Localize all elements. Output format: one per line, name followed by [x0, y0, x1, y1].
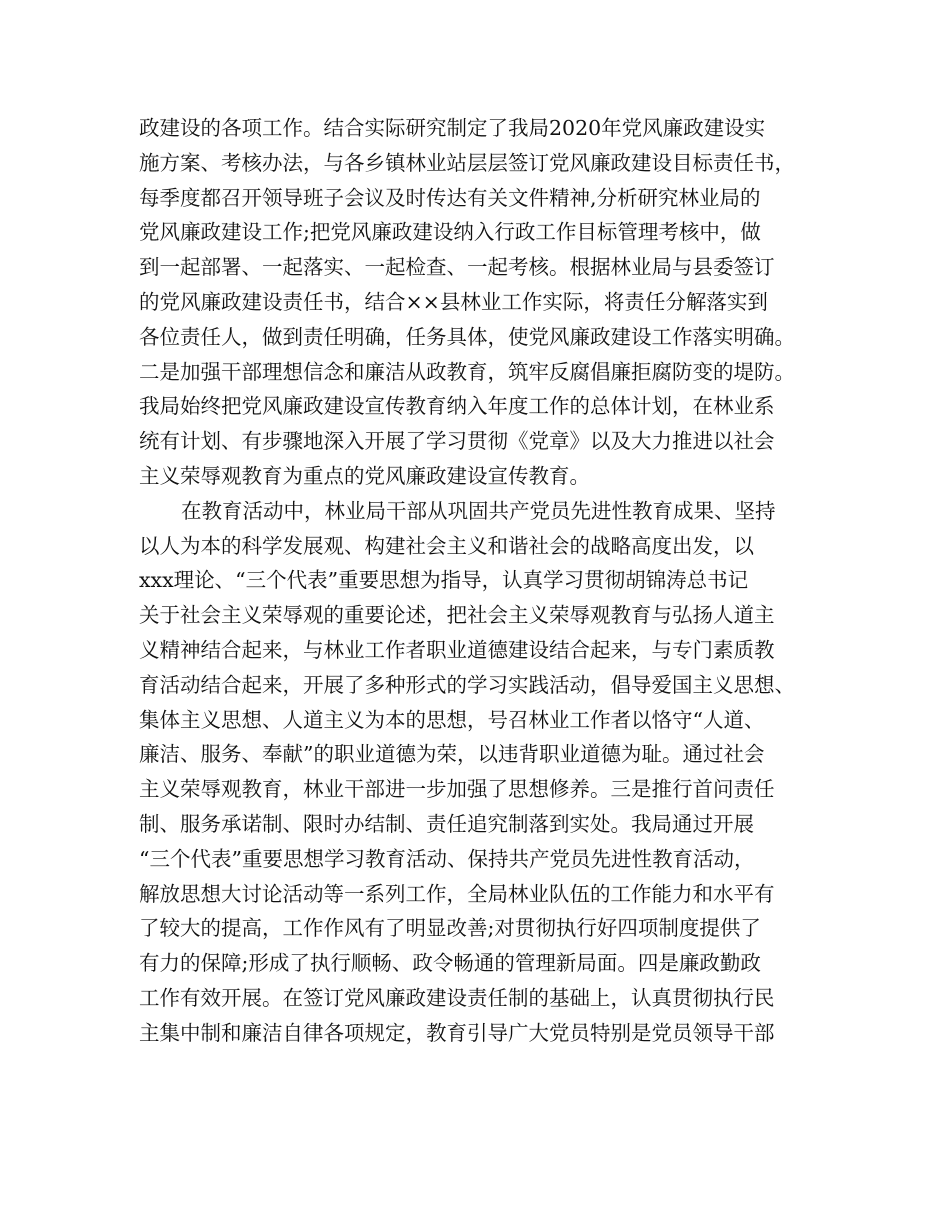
- text-line: 有力的保障;形成了执行顺畅、政令畅通的管理新局面。四是廉政勤政: [139, 951, 761, 976]
- text-line: 以人为本的科学发展观、构建社会主义和谐社会的战略高度出发，以: [139, 533, 754, 558]
- text-line: 统有计划、有步骤地深入开展了学习贯彻《党章》以及大力推进以社会: [139, 429, 775, 454]
- paragraph-start-line: 在教育活动中，林业局干部从巩固共产党员先进性教育成果、坚持: [181, 498, 776, 523]
- text-line: “三个代表”重要思想学习教育活动、保持共产党员先进性教育活动，: [139, 846, 755, 871]
- text-line: 的党风廉政建设责任书，结合××县林业工作实际，将责任分解落实到: [139, 289, 768, 314]
- text-line: 义精神结合起来，与林业工作者职业道德建设结合起来，与专门素质教: [139, 637, 775, 662]
- text-line: 关于社会主义荣辱观的重要论述，把社会主义荣辱观教育与弘扬人道主: [139, 603, 775, 628]
- text-line: 育活动结合起来，开展了多种形式的学习实践活动，倡导爱国主义思想、: [139, 672, 795, 697]
- text-line: 廉洁、服务、奉献”的职业道德为荣，以违背职业道德为耻。通过社会: [139, 742, 765, 767]
- text-line: 主义荣辱观教育，林业干部进一步加强了思想修养。三是推行首问责任: [139, 777, 775, 802]
- text-line: 了较大的提高，工作作风有了明显改善;对贯彻执行好四项制度提供了: [139, 916, 761, 941]
- text-line: 工作有效开展。在签订党风廉政建设责任制的基础上，认真贯彻执行民: [139, 985, 775, 1010]
- text-line: 制、服务承诺制、限时办结制、责任追究制落到实处。我局通过开展: [139, 811, 754, 836]
- body-text: [139, 111, 829, 1051]
- text-line: 到一起部署、一起落实、一起检查、一起考核。根据林业局与县委签订: [139, 255, 775, 280]
- text-line: 主义荣辱观教育为重点的党风廉政建设宣传教育。: [139, 463, 590, 488]
- text-line: 政建设的各项工作。结合实际研究制定了我局2020年党风廉政建设实: [139, 116, 766, 140]
- text-line: 我局始终把党风廉政建设宣传教育纳入年度工作的总体计划，在林业系: [139, 394, 775, 419]
- text-line: 施方案、考核办法，与各乡镇林业站层层签订党风廉政建设目标责任书，: [139, 150, 795, 175]
- text-line: 二是加强干部理想信念和廉洁从政教育，筑牢反腐倡廉拒腐防变的堤防。: [139, 359, 795, 384]
- text-line: xxx理论、“三个代表”重要思想为指导，认真学习贯彻胡锦涛总书记: [139, 568, 749, 593]
- text-line: 主集中制和廉洁自律各项规定，教育引导广大党员特别是党员领导干部: [139, 1020, 775, 1045]
- text-line: 解放思想大讨论活动等一系列工作，全局林业队伍的工作能力和水平有: [139, 881, 775, 906]
- text-line: 每季度都召开领导班子会议及时传达有关文件精神,分析研究林业局的: [139, 185, 761, 210]
- text-line: 党风廉政建设工作;把党风廉政建设纳入行政工作目标管理考核中，做: [139, 220, 761, 245]
- text-line: 集体主义思想、人道主义为本的思想，号召林业工作者以恪守“人道、: [139, 707, 765, 732]
- text-line: 各位责任人，做到责任明确，任务具体，使党风廉政建设工作落实明确。: [139, 324, 795, 349]
